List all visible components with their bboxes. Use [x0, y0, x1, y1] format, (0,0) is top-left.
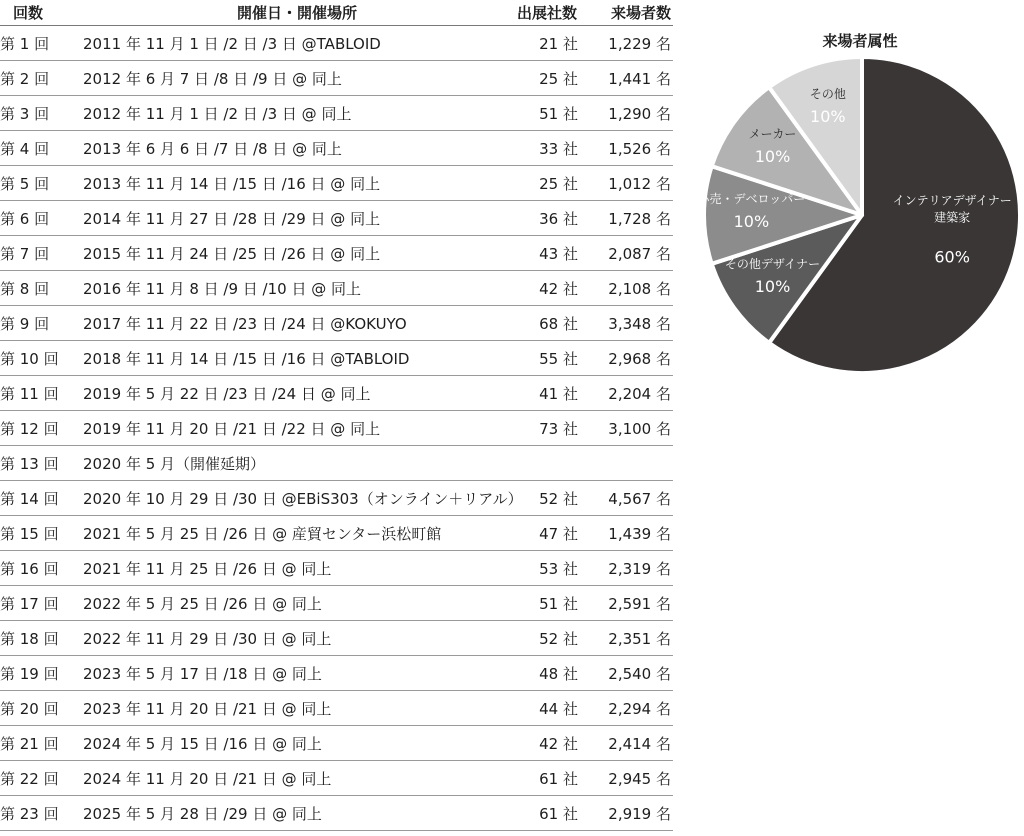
table-row — [0, 446, 673, 481]
cell-date-venue: 2016 年 11 月 8 日 /9 日 /10 日 @ 同上 — [83, 279, 361, 298]
cell-date-venue: 2018 年 11 月 14 日 /15 日 /16 日 @TABLOID — [83, 349, 410, 368]
cell-count: 第 12 回 — [0, 419, 59, 438]
slice-value-label: 10% — [810, 106, 846, 126]
cell-count: 第 13 回 — [0, 454, 59, 473]
cell-exhibitors: 55 社 — [539, 349, 578, 368]
slice-label: メーカー — [748, 126, 797, 141]
table-header-row — [0, 0, 673, 26]
slice-label: 建築家 — [934, 210, 971, 225]
table-row — [0, 166, 673, 201]
cell-visitors: 2,294 名 — [608, 699, 671, 718]
cell-visitors: 2,540 名 — [608, 664, 671, 683]
table-row — [0, 61, 673, 96]
slice-value-label: 10% — [754, 277, 791, 297]
visitor-attributes-chart — [696, 22, 1024, 382]
cell-exhibitors: 25 社 — [539, 69, 578, 88]
cell-date-venue: 2024 年 5 月 15 日 /16 日 @ 同上 — [83, 734, 322, 753]
table-row — [0, 586, 673, 621]
cell-count: 第 11 回 — [0, 384, 59, 403]
cell-count: 第 6 回 — [0, 209, 50, 228]
table-row — [0, 761, 673, 796]
table-row — [0, 96, 673, 131]
table-row — [0, 726, 673, 761]
slice-value-label: 10% — [754, 146, 791, 166]
cell-count: 第 22 回 — [0, 769, 59, 788]
cell-date-venue: 2023 年 11 月 20 日 /21 日 @ 同上 — [83, 699, 332, 718]
cell-date-venue: 2022 年 5 月 25 日 /26 日 @ 同上 — [83, 594, 322, 613]
cell-count: 第 18 回 — [0, 629, 59, 648]
cell-count: 第 14 回 — [0, 489, 59, 508]
cell-visitors: 2,087 名 — [608, 244, 671, 263]
cell-visitors: 1,012 名 — [608, 174, 671, 193]
cell-date-venue: 2025 年 5 月 28 日 /29 日 @ 同上 — [83, 804, 322, 823]
slice-value-label: 10% — [733, 212, 770, 231]
cell-date-venue: 2020 年 5 月（開催延期） — [83, 454, 266, 473]
table-row — [0, 236, 673, 271]
table-row — [0, 341, 673, 376]
cell-exhibitors: 47 社 — [539, 524, 578, 543]
table-row — [0, 656, 673, 691]
cell-exhibitors: 52 社 — [539, 489, 578, 508]
cell-visitors: 2,108 名 — [608, 279, 671, 298]
cell-exhibitors: 42 社 — [539, 734, 578, 753]
slice-label: その他 — [809, 86, 846, 101]
pie-chart — [696, 22, 1024, 382]
cell-date-venue: 2012 年 11 月 1 日 /2 日 /3 日 @ 同上 — [83, 104, 352, 123]
table-row — [0, 131, 673, 166]
cell-exhibitors: 61 社 — [539, 769, 578, 788]
cell-visitors: 1,439 名 — [608, 524, 671, 543]
cell-count: 第 20 回 — [0, 699, 59, 718]
cell-exhibitors: 61 社 — [539, 804, 578, 823]
cell-exhibitors: 21 社 — [539, 34, 578, 53]
header-exhibitors: 出展社数 — [516, 4, 577, 22]
cell-exhibitors: 51 社 — [539, 594, 578, 613]
table-row — [0, 201, 673, 236]
cell-date-venue: 2013 年 6 月 6 日 /7 日 /8 日 @ 同上 — [83, 139, 342, 158]
cell-date-venue: 2020 年 10 月 29 日 /30 日 @EBiS303（オンライン＋リアル） — [83, 489, 523, 508]
cell-visitors: 2,945 名 — [608, 769, 671, 788]
slice-label: その他デザイナー — [724, 257, 821, 272]
cell-date-venue: 2013 年 11 月 14 日 /15 日 /16 日 @ 同上 — [83, 174, 381, 193]
cell-date-venue: 2012 年 6 月 7 日 /8 日 /9 日 @ 同上 — [83, 69, 342, 88]
cell-visitors: 2,351 名 — [608, 629, 671, 648]
cell-date-venue: 2019 年 11 月 20 日 /21 日 /22 日 @ 同上 — [83, 419, 381, 438]
cell-visitors: 1,229 名 — [608, 34, 671, 53]
cell-date-venue: 2011 年 11 月 1 日 /2 日 /3 日 @TABLOID — [83, 34, 381, 53]
cell-date-venue: 2017 年 11 月 22 日 /23 日 /24 日 @KOKUYO — [83, 314, 407, 333]
table-row — [0, 376, 673, 411]
cell-visitors: 2,319 名 — [608, 559, 671, 578]
cell-date-venue: 2014 年 11 月 27 日 /28 日 /29 日 @ 同上 — [83, 209, 381, 228]
cell-count: 第 17 回 — [0, 594, 59, 613]
cell-count: 第 8 回 — [0, 279, 50, 298]
cell-count: 第 2 回 — [0, 69, 50, 88]
cell-exhibitors: 33 社 — [539, 139, 578, 158]
cell-visitors: 2,591 名 — [608, 594, 671, 613]
table-row — [0, 271, 673, 306]
cell-exhibitors: 36 社 — [539, 209, 578, 228]
cell-count: 第 16 回 — [0, 559, 59, 578]
cell-count: 第 3 回 — [0, 104, 50, 123]
cell-visitors: 1,290 名 — [608, 104, 671, 123]
table-row — [0, 796, 673, 831]
cell-count: 第 10 回 — [0, 349, 59, 368]
header-count: 回数 — [13, 4, 44, 22]
cell-count: 第 4 回 — [0, 139, 50, 158]
cell-visitors: 1,526 名 — [608, 139, 671, 158]
cell-date-venue: 2019 年 5 月 22 日 /23 日 /24 日 @ 同上 — [83, 384, 371, 403]
cell-visitors: 1,728 名 — [608, 209, 671, 228]
cell-date-venue: 2021 年 5 月 25 日 /26 日 @ 産貿センター浜松町館 — [83, 524, 442, 543]
cell-visitors: 4,567 名 — [608, 489, 671, 508]
cell-count: 第 19 回 — [0, 664, 59, 683]
cell-visitors: 2,414 名 — [608, 734, 671, 753]
cell-exhibitors: 48 社 — [539, 664, 578, 683]
cell-exhibitors: 25 社 — [539, 174, 578, 193]
cell-exhibitors: 43 社 — [539, 244, 578, 263]
cell-date-venue: 2024 年 11 月 20 日 /21 日 @ 同上 — [83, 769, 332, 788]
slice-label: インテリアデザイナー — [892, 193, 1012, 208]
cell-exhibitors: 68 社 — [539, 314, 578, 333]
table-row — [0, 516, 673, 551]
table-row — [0, 411, 673, 446]
cell-exhibitors: 44 社 — [539, 699, 578, 718]
chart-title: 来場者属性 — [822, 32, 898, 50]
cell-count: 第 7 回 — [0, 244, 50, 263]
cell-count: 第 23 回 — [0, 804, 59, 823]
cell-exhibitors: 52 社 — [539, 629, 578, 648]
cell-visitors: 2,968 名 — [608, 349, 671, 368]
table-row — [0, 691, 673, 726]
cell-count: 第 1 回 — [0, 34, 50, 53]
cell-visitors: 3,100 名 — [608, 419, 671, 438]
cell-exhibitors: 41 社 — [539, 384, 578, 403]
slice-label: 小売・デベロッパー — [697, 192, 806, 206]
cell-visitors: 3,348 名 — [608, 314, 671, 333]
table-body — [0, 26, 673, 831]
cell-count: 第 21 回 — [0, 734, 59, 753]
cell-count: 第 9 回 — [0, 314, 50, 333]
cell-exhibitors: 53 社 — [539, 559, 578, 578]
slice-value-label: 60% — [934, 247, 970, 267]
table-row — [0, 551, 673, 586]
table-row — [0, 26, 673, 61]
cell-count: 第 5 回 — [0, 174, 50, 193]
table-row — [0, 306, 673, 341]
cell-date-venue: 2023 年 5 月 17 日 /18 日 @ 同上 — [83, 664, 322, 683]
cell-visitors: 1,441 名 — [608, 69, 671, 88]
cell-date-venue: 2021 年 11 月 25 日 /26 日 @ 同上 — [83, 559, 332, 578]
cell-exhibitors: 51 社 — [539, 104, 578, 123]
cell-exhibitors: 42 社 — [539, 279, 578, 298]
cell-exhibitors: 73 社 — [539, 419, 578, 438]
cell-date-venue: 2015 年 11 月 24 日 /25 日 /26 日 @ 同上 — [83, 244, 381, 263]
header-date-venue: 開催日・開催場所 — [237, 4, 358, 22]
cell-count: 第 15 回 — [0, 524, 59, 543]
table-row — [0, 481, 673, 516]
cell-visitors: 2,204 名 — [608, 384, 671, 403]
table-row — [0, 621, 673, 656]
cell-date-venue: 2022 年 11 月 29 日 /30 日 @ 同上 — [83, 629, 332, 648]
cell-visitors: 2,919 名 — [608, 804, 671, 823]
header-visitors: 来場者数 — [610, 4, 671, 22]
